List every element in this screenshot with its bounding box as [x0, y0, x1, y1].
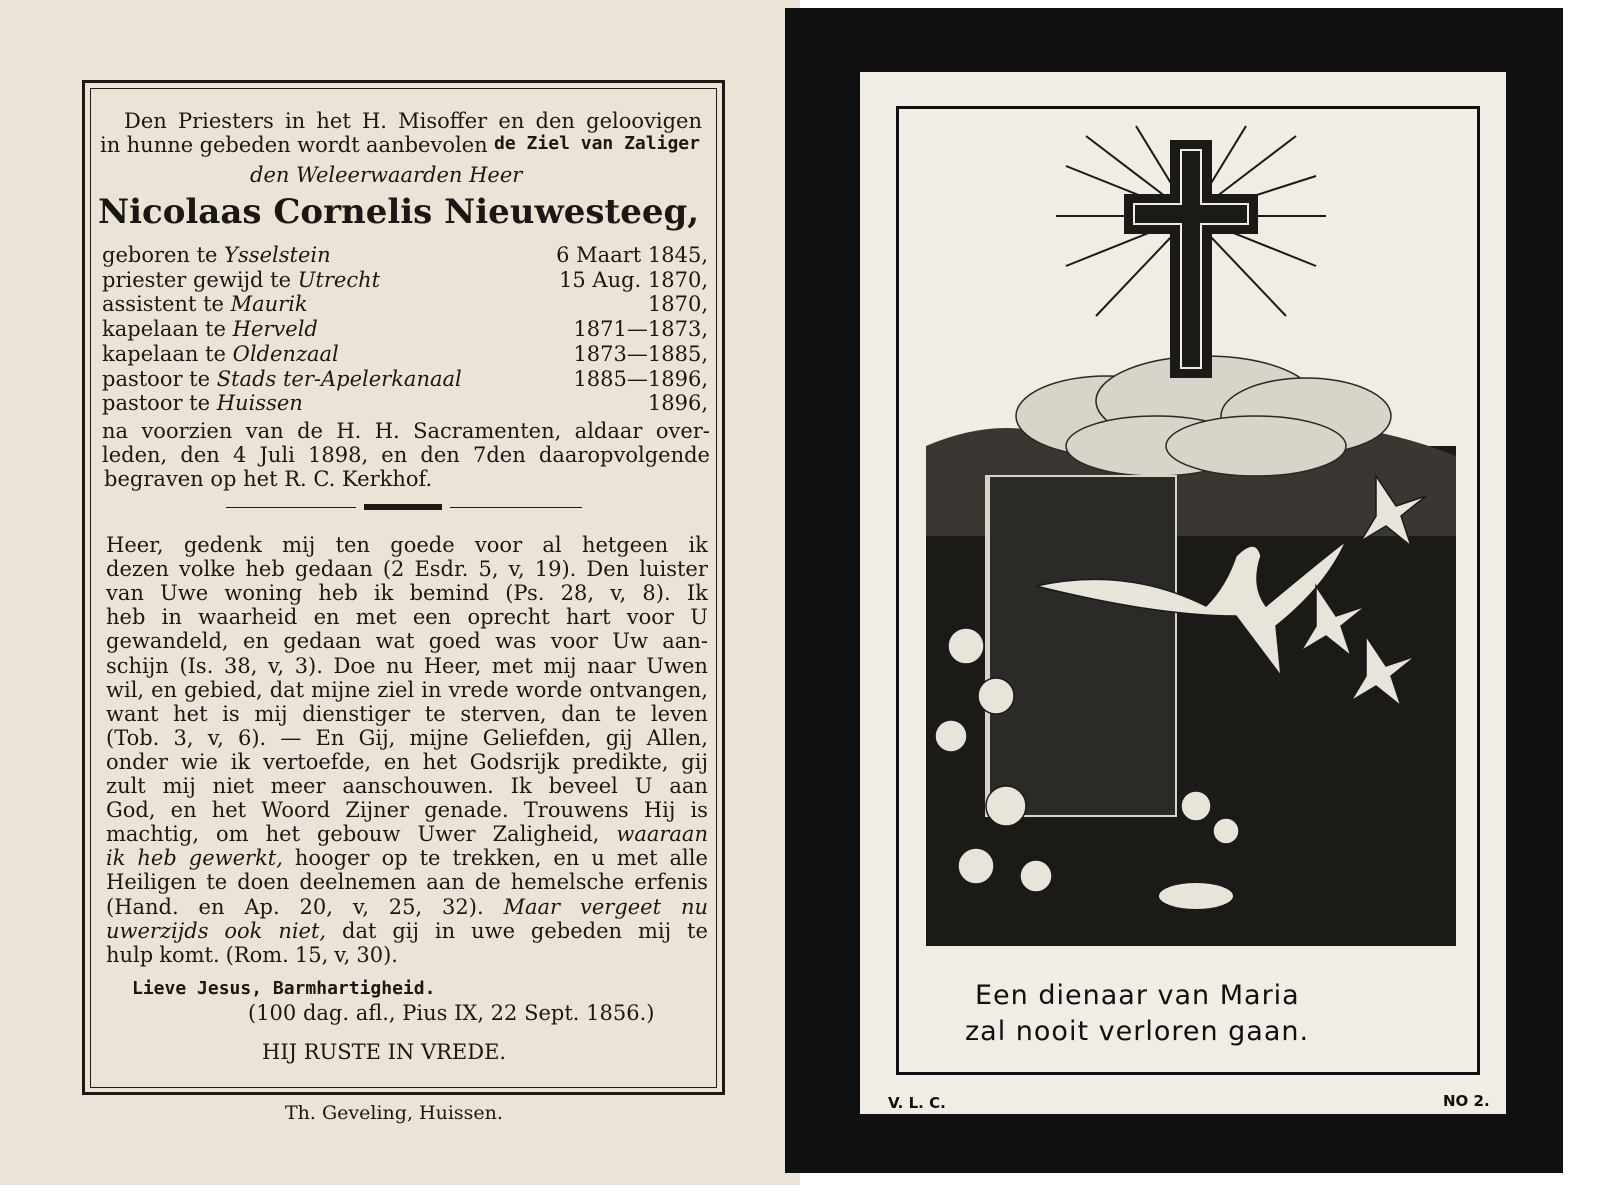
word: wordt: [297, 133, 360, 157]
word: Sacramenten,: [413, 419, 562, 443]
biography-place: Oldenzaal: [232, 341, 339, 366]
word: (Rom.: [225, 942, 289, 967]
biography-place: Maurik: [230, 292, 308, 317]
word: volke: [178, 557, 236, 582]
word: (2: [382, 557, 405, 582]
word: het: [316, 109, 351, 133]
prayer-line: [106, 583, 708, 604]
word: Hij: [643, 798, 676, 823]
word: en: [170, 798, 197, 823]
word: wat: [375, 629, 415, 654]
word: te: [206, 870, 228, 895]
biography-role: priester gewijd te Utrecht: [102, 267, 381, 292]
word: Zaligheid,: [492, 822, 600, 847]
indulgence-note: (100 dag. afl., Pius IX, 22 Sept. 1856.): [248, 1001, 655, 1025]
word: Den: [124, 109, 167, 133]
word: den: [180, 443, 220, 467]
word: 19).: [534, 557, 577, 582]
word: Allen,: [646, 725, 708, 750]
word: om: [216, 822, 249, 847]
word: mij: [637, 918, 672, 943]
word: 6).: [237, 725, 267, 750]
word: 8).: [642, 581, 671, 606]
word: Uwer: [417, 822, 476, 847]
biography-role: kapelaan te Oldenzaal: [102, 341, 339, 366]
biography-place: Stads ter-Apelerkanaal: [216, 366, 462, 391]
word: Ap.: [244, 894, 280, 919]
word: v,: [268, 653, 285, 678]
word: 1898,: [308, 443, 369, 467]
biography-place: Huissen: [216, 391, 303, 416]
word: naar: [587, 653, 636, 678]
word: v,: [610, 581, 627, 606]
word: was: [495, 629, 537, 654]
word: op: [381, 846, 408, 871]
word: gebeden: [199, 133, 291, 157]
word: oprecht: [467, 605, 550, 630]
word: den: [535, 109, 575, 133]
deceased-name: Nicolaas Cornelis Nieuwesteeg,: [98, 192, 700, 232]
word: bemind: [409, 581, 490, 606]
word: komt.: [159, 942, 220, 967]
word: u: [591, 846, 605, 871]
word: v,: [334, 942, 351, 967]
word: erfenis: [634, 870, 708, 895]
word: met: [355, 605, 397, 630]
word: (Tob.: [106, 725, 160, 750]
word: heb: [106, 605, 146, 630]
word: ontvangen,: [589, 677, 708, 702]
word: mij: [543, 653, 577, 678]
word: hetgeen: [581, 533, 669, 557]
word: ik: [373, 581, 394, 606]
word: v,: [207, 725, 224, 750]
word: H.: [374, 419, 400, 443]
word: dan: [561, 701, 601, 726]
biography-date: 15 Aug. 1870,: [559, 267, 708, 292]
prayer-line: [106, 800, 708, 821]
word: Uw: [612, 629, 648, 654]
word: 15,: [294, 942, 329, 967]
word: leden,: [102, 443, 168, 467]
word: het: [265, 822, 300, 847]
word: voor: [474, 533, 523, 557]
motto-line-2: zal nooit verloren gaan.: [965, 1016, 1310, 1047]
word: en: [242, 629, 269, 654]
death-line-2: [102, 445, 710, 466]
word: mij: [254, 701, 288, 726]
word: in: [434, 918, 456, 943]
word: 20,: [299, 894, 333, 919]
word: met: [491, 653, 533, 678]
biography-date: 1870,: [647, 292, 708, 317]
word: gij: [605, 725, 633, 750]
word: in: [100, 133, 121, 157]
word: vertoefde,: [262, 749, 372, 774]
word: 28,: [560, 581, 595, 606]
closing-rest-in-peace: HIJ RUSTE IN VREDE.: [262, 1040, 507, 1064]
word: Heiligen: [106, 870, 197, 895]
intro-line-2: [100, 135, 700, 156]
word: niet: [212, 774, 254, 798]
word: nu: [680, 894, 708, 919]
word: gij: [681, 749, 708, 774]
biography-date: 1873—1885,: [573, 341, 708, 366]
word: van: [106, 581, 144, 606]
word: een: [412, 605, 452, 630]
prayer-line: [106, 776, 708, 797]
word: Heer,: [106, 533, 164, 557]
cross-icon: [1124, 140, 1258, 378]
biography-place: Utrecht: [297, 267, 381, 292]
publisher-mark: V. L. C.: [888, 1094, 946, 1112]
word: met: [616, 846, 658, 871]
word: Gij,: [358, 725, 396, 750]
bird-nest: [1158, 882, 1234, 910]
word: wil,: [106, 677, 145, 702]
word: v,: [508, 557, 525, 582]
word: uwe: [471, 918, 515, 943]
word: voor: [550, 629, 598, 654]
word: Uwen: [646, 653, 708, 678]
word: Woord: [261, 798, 331, 823]
word: Godsrijk: [469, 749, 560, 774]
word: 25,: [388, 894, 423, 919]
word: Trouwens: [523, 798, 629, 823]
word: 38,: [224, 653, 258, 678]
word: vrede: [448, 677, 509, 702]
prayer-line: [106, 894, 708, 919]
word: dienstiger: [302, 701, 411, 726]
prayer-line: [106, 942, 708, 967]
word: uwerzijds: [106, 918, 209, 943]
word: het: [173, 701, 208, 726]
biography-date: 6 Maart 1845,: [556, 243, 708, 267]
word: daaropvolgende: [538, 443, 710, 467]
biography-role: assistent te Maurik: [102, 292, 308, 317]
word: sterven,: [460, 701, 547, 726]
word: 30).: [356, 942, 398, 967]
prayer-line: [106, 725, 708, 750]
word: de: [297, 419, 323, 443]
word: vergeet: [579, 894, 662, 919]
word: te: [419, 846, 441, 871]
word: mijne: [409, 725, 469, 750]
word: doen: [237, 870, 290, 895]
word: Heer,: [423, 653, 482, 678]
word: mij: [282, 533, 316, 557]
word: ook: [224, 918, 263, 943]
word: woning: [224, 581, 303, 606]
word: 32).: [442, 894, 484, 919]
word: dezen: [106, 557, 169, 582]
word: onder: [106, 749, 169, 774]
prayer-line: [106, 631, 708, 652]
word: gebouw: [316, 822, 401, 847]
honorific-title: den Weleerwaarden Heer: [250, 163, 523, 187]
word: U: [690, 605, 708, 630]
devotional-illustration: [906, 116, 1470, 951]
word: en: [383, 749, 410, 774]
word: en: [498, 109, 525, 133]
word: want: [106, 701, 159, 726]
word: heb: [245, 557, 285, 582]
word: hunne: [126, 133, 194, 157]
word: te: [424, 701, 446, 726]
word: gedaan: [294, 557, 373, 582]
word: dat: [269, 677, 305, 702]
biography-role: pastoor te Huissen: [102, 391, 303, 416]
biography-role: pastoor te Stads ter-Apelerkanaal: [102, 366, 462, 391]
word: hooger: [294, 846, 370, 871]
word: en: [198, 894, 225, 919]
word: geloovigen: [586, 109, 702, 133]
word: waaraan: [616, 822, 708, 847]
word: gebeden: [530, 918, 623, 943]
prayer-line: [106, 653, 708, 678]
word: 4: [232, 443, 247, 467]
word: voorzien: [141, 419, 233, 443]
word: (Hand.: [106, 894, 179, 919]
word: in: [284, 109, 306, 133]
word: worde: [515, 677, 583, 702]
biography-place: Ysselstein: [224, 243, 331, 267]
word: de: [474, 870, 501, 895]
prayer-line: [106, 607, 708, 628]
word: mijne: [311, 677, 371, 702]
word: van: [245, 419, 284, 443]
word: over-: [655, 419, 710, 443]
word: in: [421, 677, 442, 702]
word: En: [315, 725, 345, 750]
word: —: [280, 725, 302, 750]
word: en: [151, 677, 178, 702]
word: 3,: [173, 725, 194, 750]
word: trekken,: [452, 846, 542, 871]
word: het: [211, 798, 247, 823]
word: heb: [318, 581, 358, 606]
word: wie: [180, 749, 218, 774]
biography-role: geboren te Ysselstein: [102, 243, 331, 267]
biography-place: Herveld: [232, 317, 318, 342]
biography-date: 1871—1873,: [573, 317, 708, 342]
word: Doe: [333, 653, 376, 678]
word: aldaar: [574, 419, 643, 443]
word: leven: [650, 701, 708, 726]
word: aan: [669, 774, 708, 798]
prayer-line: [106, 701, 708, 726]
death-line-3: begraven op het R. C. Kerkhof.: [104, 467, 433, 491]
word: hart: [565, 605, 611, 630]
word: Maar: [503, 894, 561, 919]
word: te: [687, 918, 708, 943]
word: ik: [106, 846, 126, 871]
word: v,: [352, 894, 369, 919]
biography-role: kapelaan te Herveld: [102, 317, 318, 342]
word: hulp: [106, 942, 154, 967]
word: aan: [426, 870, 465, 895]
word: 5,: [478, 557, 499, 582]
word: na: [102, 419, 129, 443]
word: ten: [335, 533, 370, 557]
word: dat: [342, 918, 377, 943]
word: hemelsche: [510, 870, 625, 895]
word: gedenk: [183, 533, 262, 557]
word: goede: [390, 533, 455, 557]
word: goed: [428, 629, 481, 654]
word: is: [222, 701, 240, 726]
word: 7den: [472, 443, 526, 467]
prayer-line: [106, 824, 708, 845]
word: aanschouwen.: [342, 774, 494, 798]
word: U: [634, 774, 653, 798]
word: Geliefden,: [482, 725, 592, 750]
word: den: [420, 443, 460, 467]
word: machtig,: [106, 822, 199, 847]
card-number: NO 2.: [1443, 1092, 1490, 1110]
word: en: [553, 846, 580, 871]
word: 3).: [294, 653, 323, 678]
word: Ik: [510, 774, 532, 798]
word: zult: [106, 774, 146, 798]
word: mij: [162, 774, 196, 798]
word: (Ps.: [505, 581, 545, 606]
prayer-line: [106, 677, 708, 702]
word: Juli: [259, 443, 295, 467]
word: deelnemen: [299, 870, 417, 895]
intro-line-1: [124, 111, 702, 132]
word: al: [542, 533, 562, 557]
word: Zijner: [345, 798, 410, 823]
word: heb: [137, 846, 177, 871]
word: predikte,: [572, 749, 669, 774]
prayer-line: [106, 559, 708, 580]
word: de Ziel van Zaliger: [494, 133, 700, 154]
ejaculation-prayer: Lieve Jesus, Barmhartigheid.: [132, 978, 436, 999]
word: Ik: [686, 581, 708, 606]
word: schijn: [106, 653, 169, 678]
word: Misoffer: [398, 109, 488, 133]
word: gebied,: [184, 677, 263, 702]
word: te: [615, 701, 637, 726]
word: en: [313, 605, 340, 630]
prayer-line: [106, 749, 708, 774]
word: het: [422, 749, 458, 774]
word: genade.: [424, 798, 509, 823]
word: Esdr.: [414, 557, 469, 582]
word: gij: [392, 918, 419, 943]
word: nu: [386, 653, 414, 678]
word: aanbevolen: [366, 133, 488, 157]
biography-date: 1885—1896,: [573, 366, 708, 391]
word: H.: [336, 419, 362, 443]
word: gewandeld,: [106, 629, 229, 654]
word: alle: [669, 846, 708, 871]
motto-line-1: Een dienaar van Maria: [975, 980, 1300, 1011]
ornamental-divider: [226, 504, 582, 511]
prayer-line: [106, 848, 708, 869]
word: niet,: [278, 918, 327, 943]
word: luister: [639, 557, 708, 582]
word: en: [381, 443, 408, 467]
word: beveel: [548, 774, 618, 798]
word: God,: [106, 798, 156, 823]
death-line-1: [102, 421, 710, 442]
word: Priesters: [177, 109, 274, 133]
word: aan-: [662, 629, 708, 654]
word: Uwe: [160, 581, 209, 606]
word: (Is.: [179, 653, 214, 678]
word: voor: [626, 605, 674, 630]
word: gedaan: [283, 629, 362, 654]
word: Den: [586, 557, 630, 582]
prayer-line: [106, 535, 708, 556]
word: gewerkt,: [188, 846, 283, 871]
word: ik: [230, 749, 251, 774]
word: meer: [270, 774, 326, 798]
word: H.: [361, 109, 387, 133]
biography-date: 1896,: [647, 391, 708, 416]
printer-imprint: Th. Geveling, Huissen.: [285, 1102, 503, 1124]
word: in: [161, 605, 182, 630]
word: ziel: [377, 677, 415, 702]
word: is: [690, 798, 708, 823]
word: ik: [688, 533, 708, 557]
prayer-line: [106, 872, 708, 893]
word: waarheid: [198, 605, 298, 630]
tombstone: [986, 476, 1176, 816]
prayer-line: [106, 918, 708, 943]
